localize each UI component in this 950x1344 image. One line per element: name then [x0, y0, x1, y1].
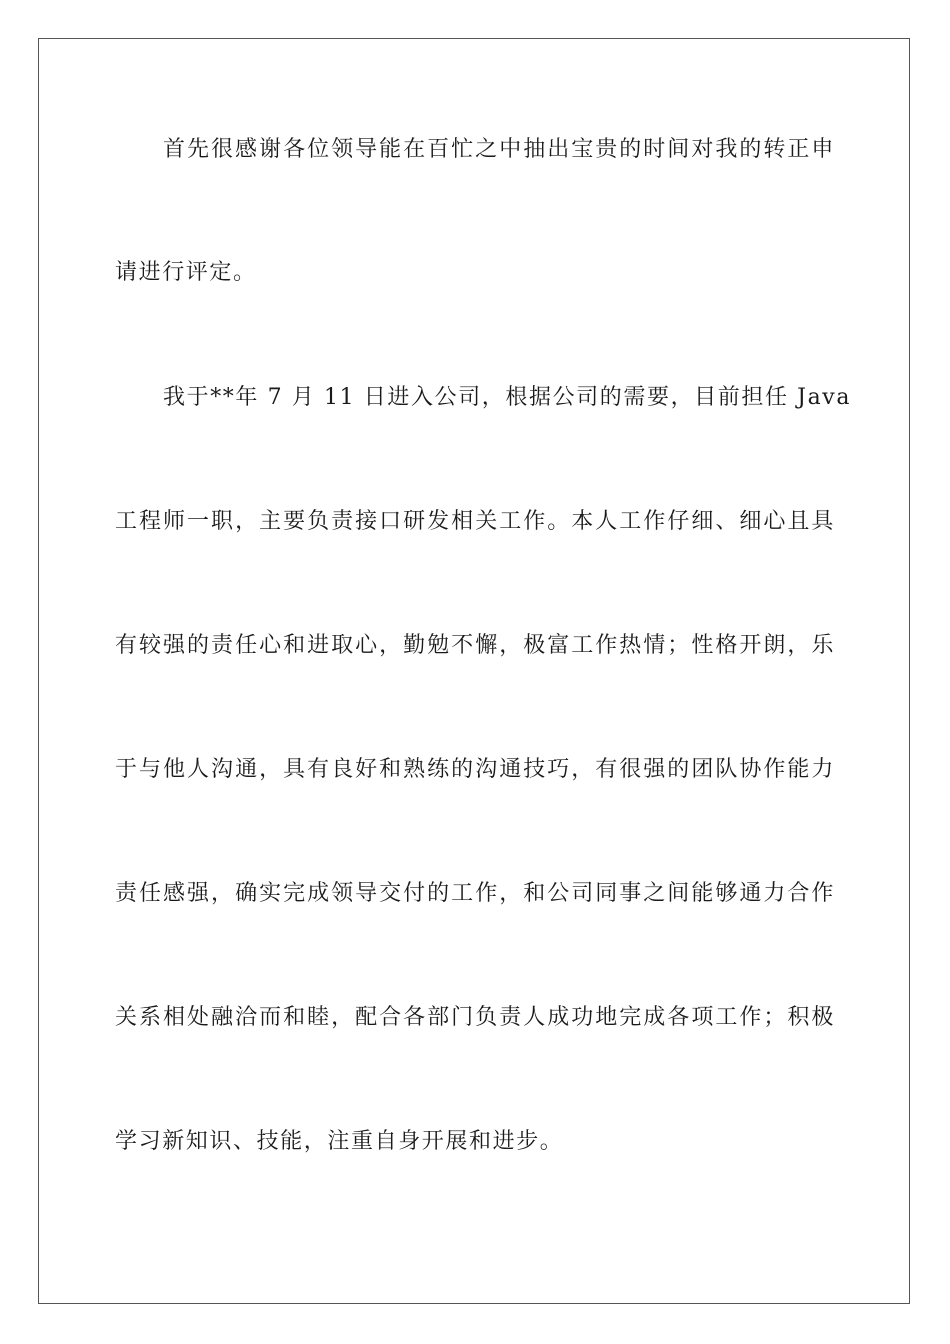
paragraph-1-line-2: 请进行评定。	[115, 260, 257, 285]
paragraph-2-line-2: 工程师一职，主要负责接口研发相关工作。本人工作仔细、细心且具	[115, 509, 835, 534]
paragraph-2-line-7: 学习新知识、技能，注重自身开展和进步。	[115, 1129, 564, 1154]
paragraph-2-line-1: 我于**年 7 月 11 日进入公司，根据公司的需要，目前担任 Java	[163, 385, 852, 410]
paragraph-2-line-4: 于与他人沟通，具有良好和熟练的沟通技巧，有很强的团队协作能力	[115, 757, 835, 782]
paragraph-2-line-3: 有较强的责任心和进取心，勤勉不懈，极富工作热情；性格开朗，乐	[115, 633, 835, 658]
paragraph-2-line-5: 责任感强，确实完成领导交付的工作，和公司同事之间能够通力合作	[115, 881, 835, 906]
paragraph-1-line-1: 首先很感谢各位领导能在百忙之中抽出宝贵的时间对我的转正申	[163, 137, 835, 162]
paragraph-2-line-6: 关系相处融洽而和睦，配合各部门负责人成功地完成各项工作；积极	[115, 1005, 835, 1030]
page-border	[38, 38, 910, 1304]
